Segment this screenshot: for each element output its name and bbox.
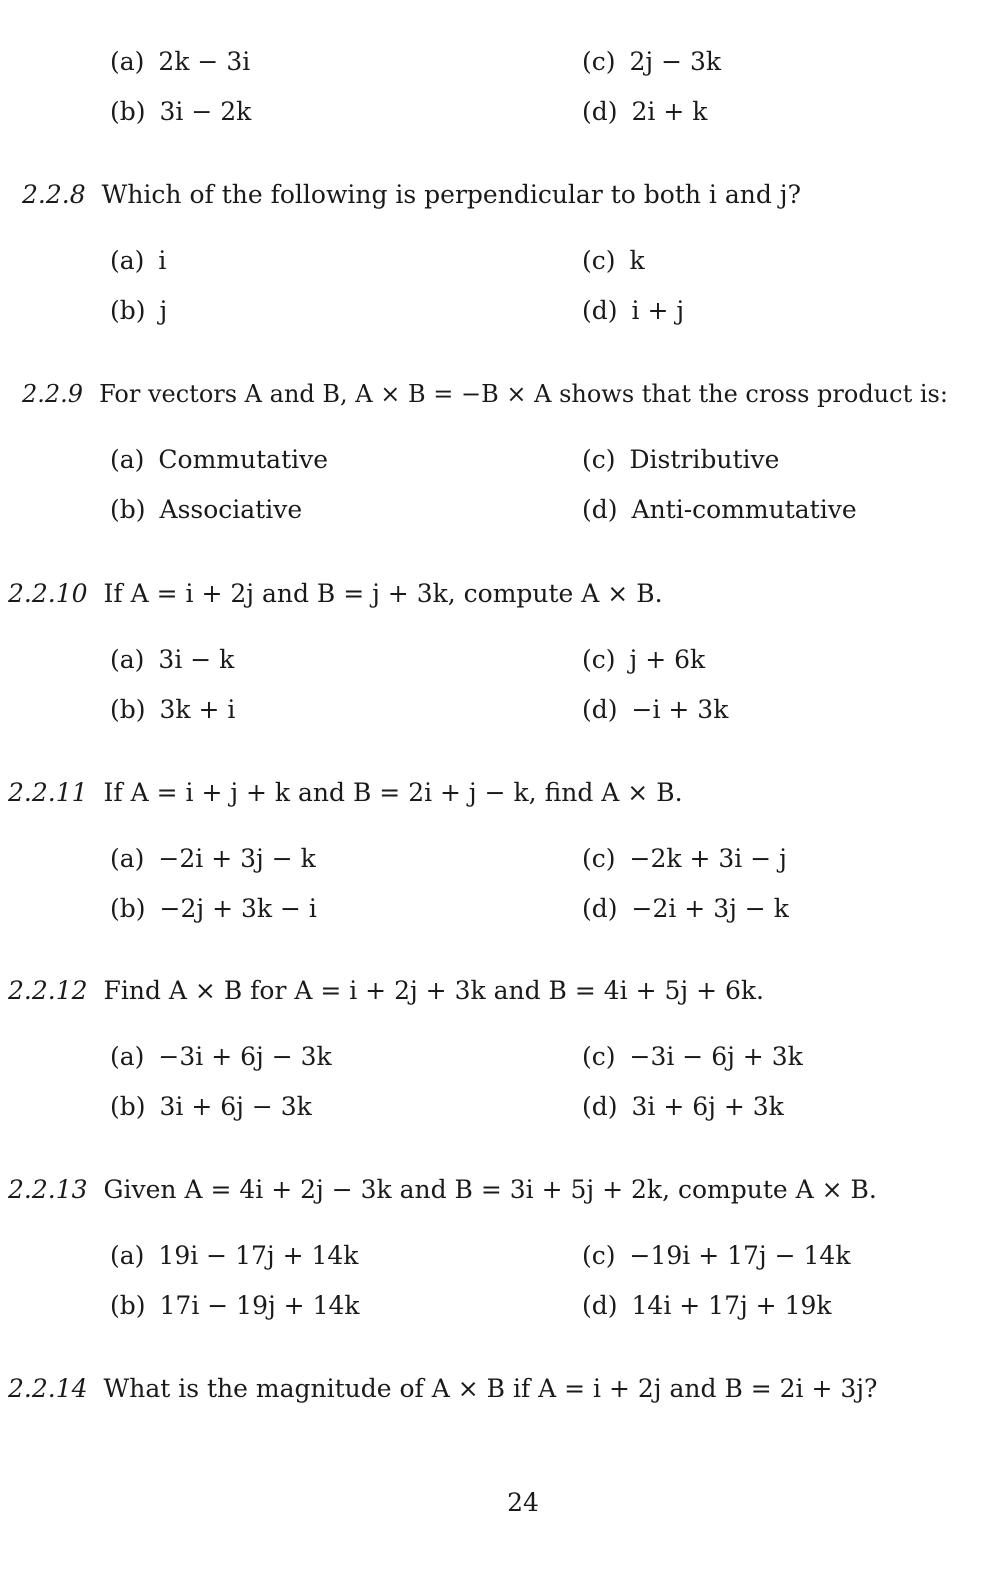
- question-number: 2.2.9: [22, 380, 84, 408]
- option-c: [582, 1239, 850, 1273]
- option-a: [110, 45, 250, 79]
- question-stem: [8, 1372, 877, 1406]
- question-stem: [8, 577, 663, 611]
- option-text: i + j: [631, 296, 685, 325]
- option-text: Anti-commutative: [631, 495, 857, 524]
- option-a: [110, 643, 234, 677]
- option-d: [582, 1090, 784, 1124]
- option-d: [582, 892, 789, 926]
- option-label: (c): [582, 47, 616, 76]
- question-stem: [22, 178, 801, 212]
- question-text: For vectors A and B, A × B = −B × A shows that the cross product is:: [99, 380, 948, 408]
- question-2-2-10: [0, 577, 997, 782]
- option-text: −3i + 6j − 3k: [158, 1042, 332, 1071]
- option-a: [110, 443, 328, 477]
- question-number: 2.2.11: [8, 778, 88, 807]
- option-label: (d): [582, 1092, 618, 1121]
- option-text: 3i − k: [158, 645, 235, 674]
- option-b: [110, 693, 235, 727]
- option-text: 2i + k: [631, 97, 708, 126]
- option-text: 2j − 3k: [629, 47, 722, 76]
- option-text: −i + 3k: [631, 695, 729, 724]
- question-number: 2.2.8: [22, 180, 86, 209]
- option-label: (a): [110, 844, 145, 873]
- option-label: (a): [110, 47, 145, 76]
- option-b: [110, 892, 317, 926]
- option-label: (b): [110, 296, 146, 325]
- question-stem: [8, 1173, 877, 1207]
- option-d: [582, 493, 857, 527]
- option-label: (b): [110, 695, 146, 724]
- option-text: Distributive: [629, 445, 780, 474]
- option-text: 17i − 19j + 14k: [159, 1291, 360, 1320]
- option-c: [582, 842, 787, 876]
- option-text: j + 6k: [629, 645, 706, 674]
- option-label: (d): [582, 695, 618, 724]
- option-label: (d): [582, 495, 618, 524]
- option-label: (a): [110, 445, 145, 474]
- option-label: (d): [582, 296, 618, 325]
- option-a: [110, 1040, 332, 1074]
- question-text: If A = i + 2j and B = j + 3k, compute A × B.: [103, 579, 663, 608]
- question-text: If A = i + j + k and B = 2i + j − k, find A × B.: [103, 778, 683, 807]
- question-text: Which of the following is perpendicular to both i and j?: [101, 180, 801, 209]
- option-d: [582, 1289, 832, 1323]
- option-label: (c): [582, 1241, 616, 1270]
- option-label: (d): [582, 1291, 618, 1320]
- question-stem: [8, 776, 683, 810]
- option-b: [110, 493, 302, 527]
- option-c: [582, 443, 779, 477]
- question-2-2-14: [0, 1372, 997, 1422]
- option-text: k: [629, 246, 645, 275]
- option-label: (d): [582, 97, 618, 126]
- question-number: 2.2.14: [8, 1374, 88, 1403]
- option-a: [110, 244, 166, 278]
- option-label: (c): [582, 645, 616, 674]
- option-b: [110, 294, 167, 328]
- question-stem: [22, 377, 948, 411]
- option-label: (a): [110, 1042, 145, 1071]
- option-text: Associative: [159, 495, 303, 524]
- option-b: [110, 95, 251, 129]
- option-c: [582, 244, 645, 278]
- question-number: 2.2.12: [8, 976, 88, 1005]
- option-label: (c): [582, 1042, 616, 1071]
- option-text: 14i + 17j + 19k: [631, 1291, 832, 1320]
- option-label: (c): [582, 844, 616, 873]
- option-label: (b): [110, 894, 146, 923]
- option-text: −2j + 3k − i: [159, 894, 317, 923]
- question-text: What is the magnitude of A × B if A = i + 2j and B = 2i + 3j?: [103, 1374, 878, 1403]
- option-label: (a): [110, 1241, 145, 1270]
- question-2-2-12: [0, 974, 997, 1179]
- option-label: (a): [110, 246, 145, 275]
- option-label: (c): [582, 246, 616, 275]
- question-number: 2.2.10: [8, 579, 88, 608]
- option-c: [582, 643, 705, 677]
- option-text: −2i + 3j − k: [158, 844, 316, 873]
- option-text: Commutative: [158, 445, 329, 474]
- option-label: (c): [582, 445, 616, 474]
- option-text: −19i + 17j − 14k: [629, 1241, 851, 1270]
- question-text: Find A × B for A = i + 2j + 3k and B = 4i + 5j + 6k.: [103, 976, 764, 1005]
- question-2-2-13: [0, 1173, 997, 1378]
- option-b: [110, 1289, 360, 1323]
- option-a: [110, 1239, 358, 1273]
- option-label: (b): [110, 1092, 146, 1121]
- option-text: 3i + 6j + 3k: [631, 1092, 784, 1121]
- option-d: [582, 693, 728, 727]
- question-stem: [8, 974, 764, 1008]
- option-text: 2k − 3i: [158, 47, 251, 76]
- option-text: 3k + i: [159, 695, 236, 724]
- option-text: i: [158, 246, 167, 275]
- question-number: 2.2.13: [8, 1175, 88, 1204]
- option-label: (a): [110, 645, 145, 674]
- option-d: [582, 294, 684, 328]
- question-text: Given A = 4i + 2j − 3k and B = 3i + 5j + 2k, compute A × B.: [103, 1175, 877, 1204]
- option-a: [110, 842, 316, 876]
- option-b: [110, 1090, 312, 1124]
- option-text: −2i + 3j − k: [631, 894, 789, 923]
- option-label: (b): [110, 97, 146, 126]
- option-text: j: [159, 296, 168, 325]
- option-text: 3i − 2k: [159, 97, 252, 126]
- question-2-2-8: [0, 178, 997, 383]
- option-d: [582, 95, 707, 129]
- option-label: (d): [582, 894, 618, 923]
- question-2-2-11: [0, 776, 997, 981]
- option-label: (b): [110, 495, 146, 524]
- option-label: (b): [110, 1291, 146, 1320]
- option-text: 3i + 6j − 3k: [159, 1092, 312, 1121]
- option-c: [582, 45, 721, 79]
- option-c: [582, 1040, 803, 1074]
- option-text: −3i − 6j + 3k: [629, 1042, 803, 1071]
- page-number: 24: [507, 1488, 539, 1517]
- option-text: −2k + 3i − j: [629, 844, 787, 873]
- question-2-2-9: [0, 377, 997, 582]
- option-text: 19i − 17j + 14k: [158, 1241, 359, 1270]
